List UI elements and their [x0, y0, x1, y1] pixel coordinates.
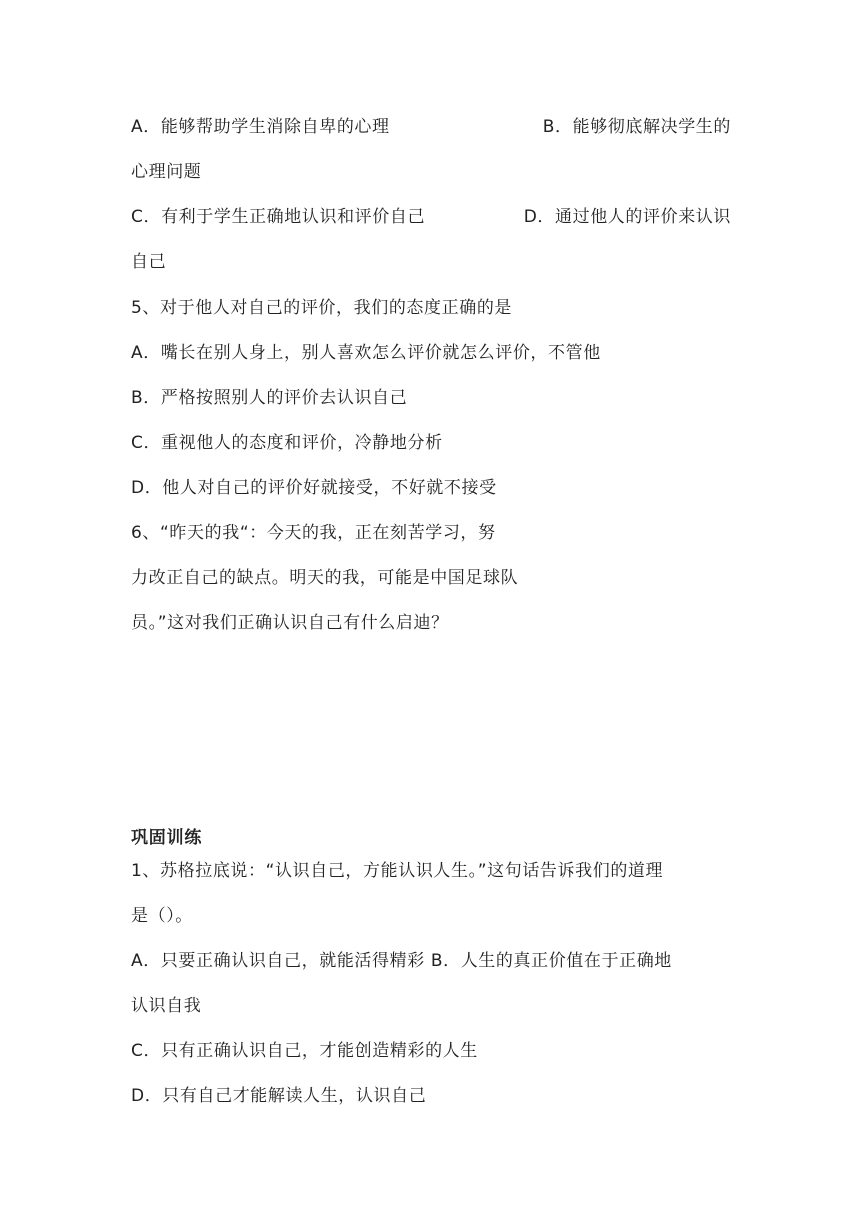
q5-option-d: D．他人对自己的评价好就接受，不好就不接受	[131, 478, 497, 498]
p1-option-d: D．只有自己才能解读人生，认识自己	[131, 1086, 427, 1106]
q4-option-d: D．通过他人的评价来认识	[523, 207, 731, 227]
q4-options-cd	[131, 206, 731, 228]
q6-stem-line1: 6、“昨天的我“：今天的我，正在刻苦学习，努	[131, 523, 496, 543]
section-heading: 巩固训练	[131, 828, 203, 848]
q4-option-c: C．有利于学生正确地认识和评价自己	[131, 207, 426, 227]
q5-option-a: A．嘴长在别人身上，别人喜欢怎么评价就怎么评价，不管他	[131, 343, 601, 363]
q6-stem-line2: 力改正自己的缺点。明天的我，可能是中国足球队	[131, 568, 519, 588]
q4-option-b: B．能够彻底解决学生的	[542, 117, 731, 137]
p1-option-c: C．只有正确认识自己，才能创造精彩的人生	[131, 1041, 478, 1061]
q4-option-a: A．能够帮助学生消除自卑的心理	[131, 117, 390, 137]
p1-options-ab: A．只要正确认识自己，就能活得精彩 B．人生的真正价值在于正确地	[131, 951, 672, 971]
q4-option-b-continued: 心理问题	[131, 162, 202, 182]
p1-option-b-continued: 认识自我	[131, 996, 202, 1016]
q6-stem-line3: 员。”这对我们正确认识自己有什么启迪？	[131, 613, 449, 633]
q5-stem: 5、对于他人对自己的评价，我们的态度正确的是	[131, 298, 513, 318]
q5-option-b: B．严格按照别人的评价去认识自己	[131, 388, 408, 408]
q4-options-ab	[131, 116, 731, 138]
q4-option-d-continued: 自己	[131, 252, 167, 272]
p1-stem-line2: 是（）。	[131, 906, 193, 926]
q5-option-c: C．重视他人的态度和评价，冷静地分析	[131, 433, 443, 453]
p1-stem-line1: 1、苏格拉底说：“认识自己，方能认识人生。”这句话告诉我们的道理	[131, 861, 664, 881]
